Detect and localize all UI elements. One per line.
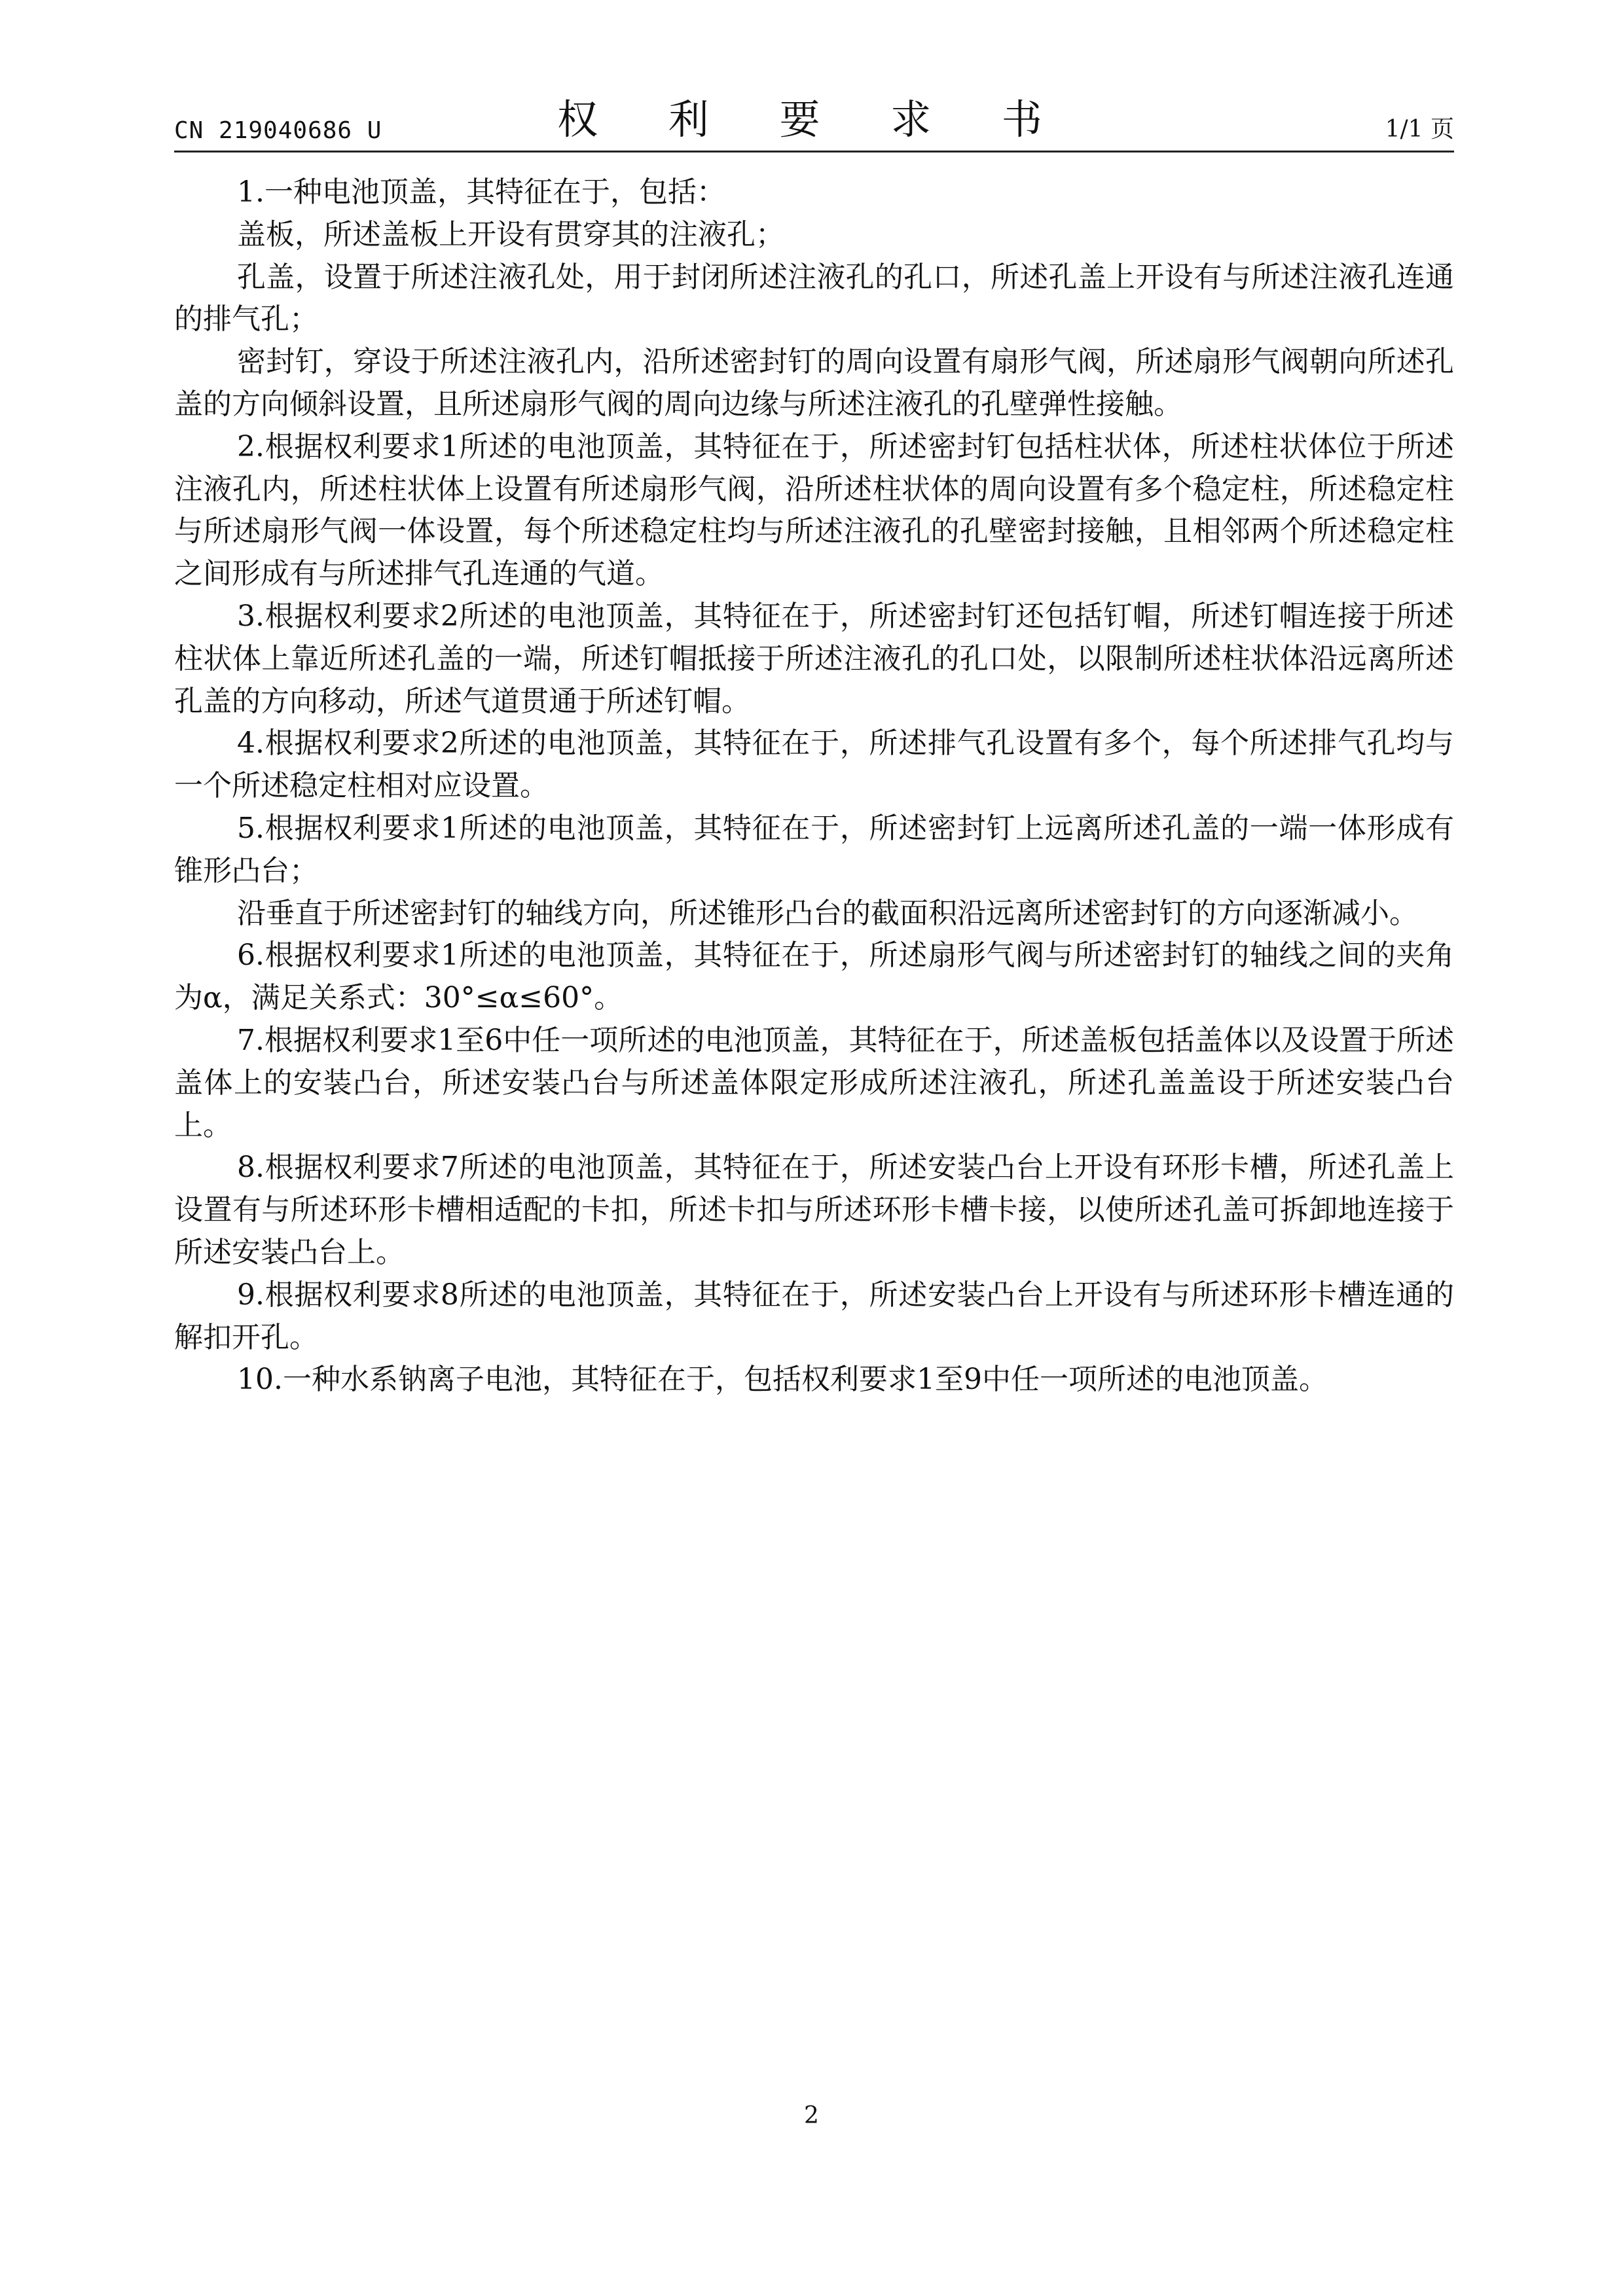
publication-number: CN 219040686 U <box>174 117 382 144</box>
claim-8: 8.根据权利要求7所述的电池顶盖，其特征在于，所述安装凸台上开设有环形卡槽，所述孔盖上设置有与所述环形卡槽相适配的卡扣，所述卡扣与所述环形卡槽卡接，以使所述孔盖可拆卸地连接于所述安装凸台上。 <box>174 1151 1454 1269</box>
claim-3: 3.根据权利要求2所述的电池顶盖，其特征在于，所述密封钉还包括钉帽，所述钉帽连接于所述柱状体上靠近所述孔盖的一端，所述钉帽抵接于所述注液孔的孔口处，以限制所述柱状体沿远离所述孔盖的方向移动，所述气道贯通于所述钉帽。 <box>174 599 1454 718</box>
claim-10: 10.一种水系钠离子电池，其特征在于，包括权利要求1至9中任一项所述的电池顶盖。 <box>237 1363 1328 1397</box>
page-number: 2 <box>804 2102 819 2129</box>
claim-2: 2.根据权利要求1所述的电池顶盖，其特征在于，所述密封钉包括柱状体，所述柱状体位于所述注液孔内，所述柱状体上设置有所述扇形气阀，沿所述柱状体的周向设置有多个稳定柱，所述稳定柱与所述扇形气阀一体设置，每个所述稳定柱均与所述注液孔的孔壁密封接触，且相邻两个所述稳定柱之间形成有与所述排气孔连通的气道。 <box>174 429 1454 591</box>
page-header <box>174 98 1454 151</box>
claim-1-preamble: 1.一种电池顶盖，其特征在于，包括： <box>237 175 725 209</box>
claim-5-continuation: 沿垂直于所述密封钉的轴线方向，所述锥形凸台的截面积沿远离所述密封钉的方向逐渐减小。 <box>237 896 1418 930</box>
claim-9: 9.根据权利要求8所述的电池顶盖，其特征在于，所述安装凸台上开设有与所述环形卡槽连通的解扣开孔。 <box>174 1278 1454 1354</box>
claim-7: 7.根据权利要求1至6中任一项所述的电池顶盖，其特征在于，所述盖板包括盖体以及设置于所述盖体上的安装凸台，所述安装凸台与所述盖体限定形成所述注液孔，所述孔盖盖设于所述安装凸台上。 <box>174 1023 1454 1142</box>
claim-6: 6.根据权利要求1所述的电池顶盖，其特征在于，所述扇形气阀与所述密封钉的轴线之间的夹角为α，满足关系式：30°≤α≤60°。 <box>174 939 1454 1015</box>
claim-4: 4.根据权利要求2所述的电池顶盖，其特征在于，所述排气孔设置有多个，每个所述排气孔均与一个所述稳定柱相对应设置。 <box>174 726 1454 803</box>
claim-1-sealing-nail: 密封钉，穿设于所述注液孔内，沿所述密封钉的周向设置有扇形气阀，所述扇形气阀朝向所述孔盖的方向倾斜设置，且所述扇形气阀的周向边缘与所述注液孔的孔壁弹性接触。 <box>174 345 1454 421</box>
header-divider <box>174 151 1454 152</box>
claims-body <box>174 171 1454 1401</box>
claim-1-hole-cover: 孔盖，设置于所述注液孔处，用于封闭所述注液孔的孔口，所述孔盖上开设有与所述注液孔连通的排气孔； <box>174 260 1454 336</box>
document-title: 权 利 要 求 书 <box>557 96 1071 143</box>
page-count: 1/1 页 <box>1385 116 1454 143</box>
claim-5: 5.根据权利要求1所述的电池顶盖，其特征在于，所述密封钉上远离所述孔盖的一端一体形成有锥形凸台； <box>174 811 1454 888</box>
claim-1-cover-plate: 盖板，所述盖板上开设有贯穿其的注液孔； <box>237 217 784 251</box>
